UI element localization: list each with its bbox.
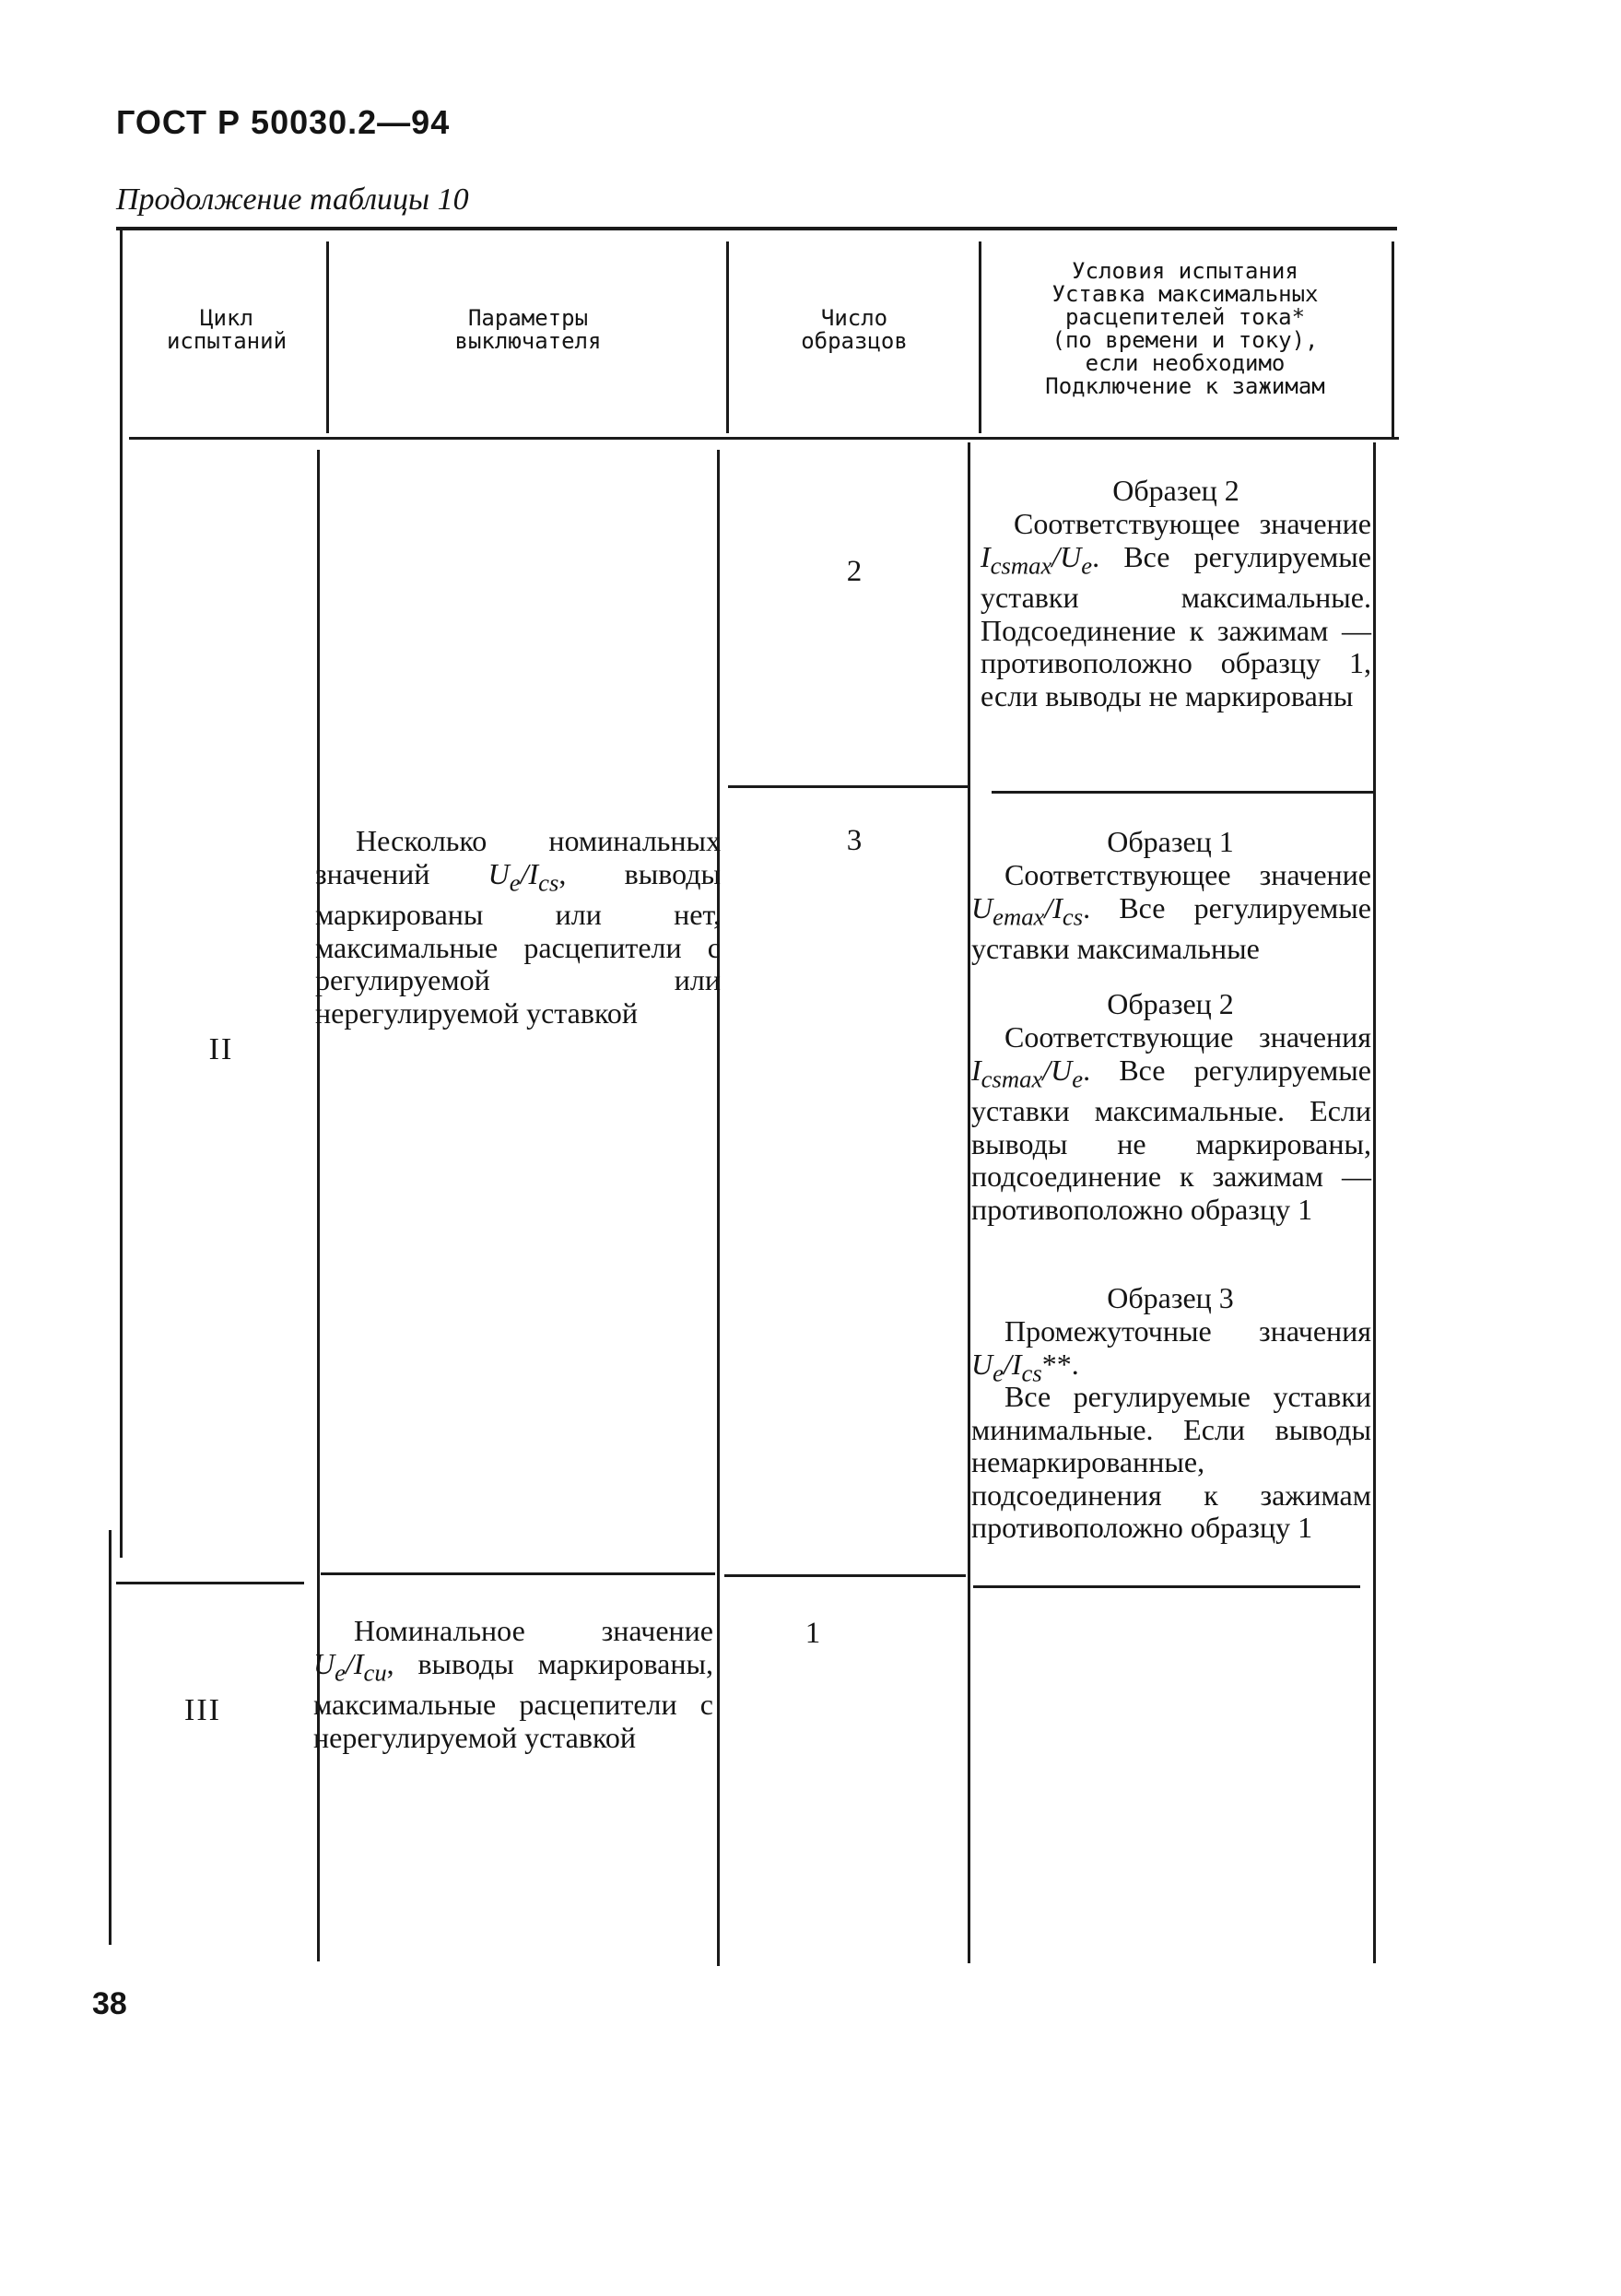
row-ii-sample-2-text: Соответствующие значения $I_{csmax}/U_e$. Все регулируемые уставки максимальные. Если выводы не маркированы, подсоединение к зажимам — противоположно образцу 1: [971, 1020, 1371, 1226]
header-params: Параметры выключателя: [454, 305, 602, 354]
document-header: ГОСТ Р 50030.2—94: [116, 103, 451, 141]
table-continuation-caption: Продолжение таблицы 10: [116, 183, 469, 217]
table-left-border: [120, 230, 123, 1558]
row-divider-count: [724, 1574, 966, 1577]
row-ii-count: 3: [846, 824, 863, 857]
row-divider-cycle: [116, 1582, 304, 1584]
row-iii-count: 1: [805, 1617, 821, 1650]
table-right-border-body: [1373, 442, 1376, 1963]
row-a-sample-2-title: Образец 2: [1112, 474, 1239, 507]
table-left-border-lower: [109, 1530, 112, 1945]
row-divider-conditions-b: [973, 1585, 1360, 1588]
row-ii-sample-3-text-a: Промежуточные значения $U_e/I_{cs}**$.: [971, 1314, 1371, 1386]
header-bottom-rule: [129, 437, 1399, 440]
row-a-sample-2-text: Соответствующее значение $I_{csmax}/U_e$. Все регулируемые уставки максимальные. Подсоединение к зажимам — противоположно образцу 1, если выводы не маркированы: [981, 507, 1371, 712]
row-divider-conditions-a: [992, 791, 1375, 794]
col-divider-3-body: [968, 442, 970, 1963]
row-iii-params: Номинальное значение $U_e/I_{cu}$, выводы маркированы, максимальные расцепители с нерегулируемой уставкой: [313, 1614, 713, 1754]
table-top-rule: [116, 227, 1397, 230]
col-divider-1: [326, 241, 329, 433]
col-divider-2: [726, 241, 729, 433]
row-ii-cycle: II: [208, 1032, 234, 1066]
row-ii-sample-1-title: Образец 1: [1107, 825, 1234, 858]
row-iii-cycle: III: [184, 1693, 221, 1727]
row-divider-params-count: [728, 785, 969, 788]
header-count: Число образцов: [801, 305, 908, 354]
col-divider-2-body: [717, 450, 720, 1966]
page-number: 38: [92, 1986, 127, 2021]
row-ii-sample-1-text: Соответствующее значение $U_{emax}/I_{cs}$. Все регулируемые уставки максимальные: [971, 858, 1371, 966]
row-a-count: 2: [846, 555, 863, 588]
header-conditions: Условия испытания Уставка максимальных расцепителей тока* (по времени и току), если необходимо Подключение к зажимам: [1045, 258, 1325, 399]
row-divider-params: [321, 1572, 715, 1575]
row-ii-sample-3-text-b: Все регулируемые уставки минимальные. Если выводы немаркированные, подсоединения к зажимам противоположно образцу 1: [971, 1380, 1371, 1544]
table-right-border: [1392, 241, 1394, 440]
row-ii-params: Несколько номинальных значений $U_e/I_{cs}$, выводы маркированы или нет, максимальные расцепители с регулируемой или нерегулируемой уставкой: [315, 824, 721, 1030]
col-divider-3: [979, 241, 981, 433]
row-ii-sample-3-title: Образец 3: [1107, 1281, 1234, 1314]
header-cycle: Цикл испытаний: [166, 305, 288, 354]
row-ii-sample-2-title: Образец 2: [1107, 987, 1234, 1020]
